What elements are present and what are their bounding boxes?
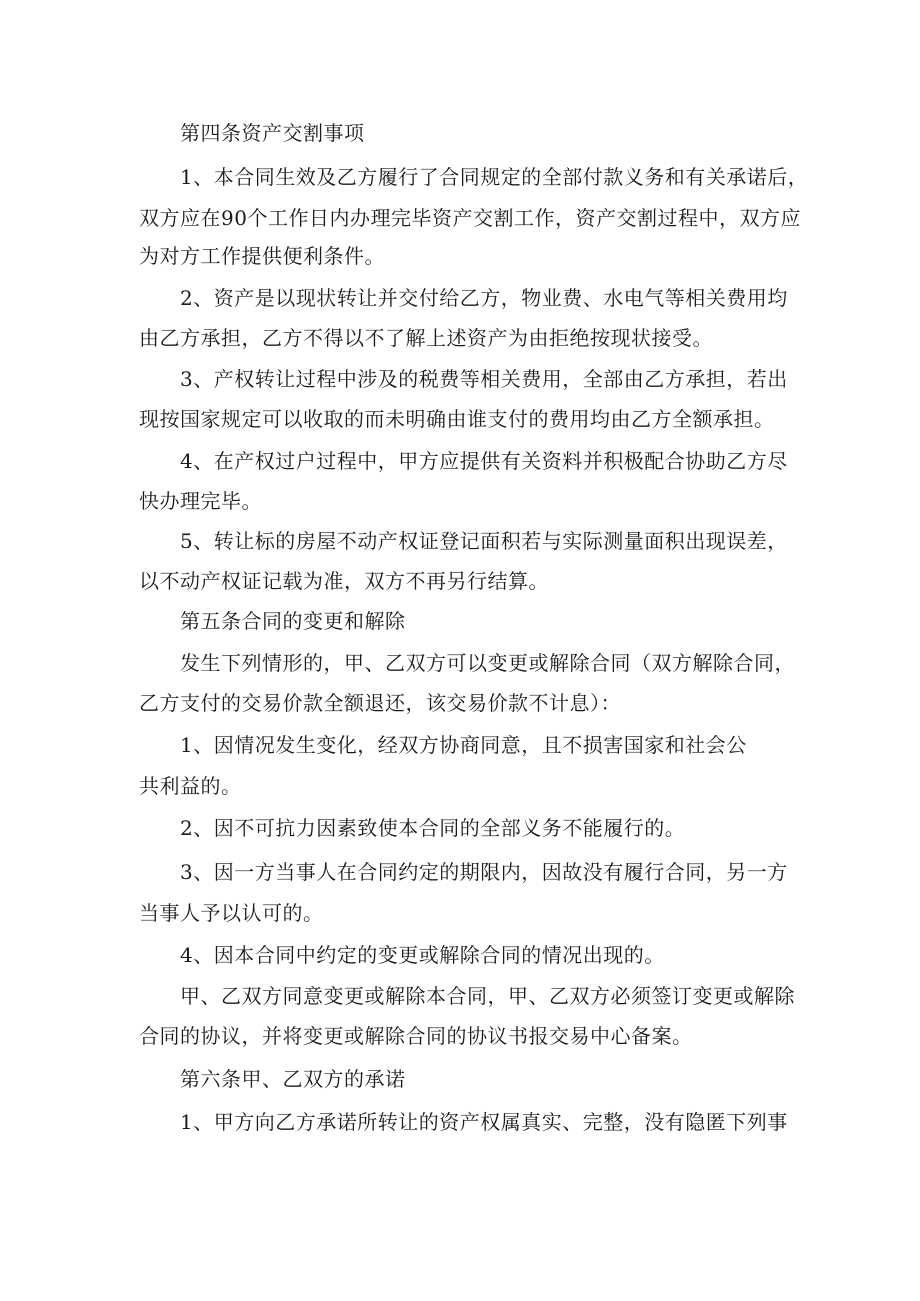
- paragraph-line: 1、甲方向乙方承诺所转让的资产权属真实、完整，没有隐匿下列事: [180, 1110, 788, 1134]
- paragraph-line: 1、本合同生效及乙方履行了合同规定的全部付款义务和有关承诺后，: [180, 165, 809, 189]
- paragraph-line: 快办理完毕。: [139, 489, 262, 513]
- paragraph-line: 由乙方承担，乙方不得以不了解上述资产为由拒绝按现状接受。: [139, 326, 713, 350]
- paragraph-line: 3、因一方当事人在合同约定的期限内，因故没有履行合同，另一方: [180, 860, 788, 884]
- paragraph-line: 乙方支付的交易价款全额退还，该交易价款不计息）：: [139, 691, 621, 715]
- paragraph-line: 4、在产权过户过程中，甲方应提供有关资料并积极配合协助乙方尽: [180, 449, 788, 473]
- paragraph-line: 2、资产是以现状转让并交付给乙方，物业费、水电气等相关费用均: [180, 286, 788, 310]
- paragraph-line: 合同的协议，并将变更或解除合同的协议书报交易中心备案。: [139, 1024, 693, 1048]
- paragraph-line: 5、转让标的房屋不动产权证登记面积若与实际测量面积出现误差，: [180, 529, 788, 553]
- section-heading-5: 第五条合同的变更和解除: [180, 609, 406, 633]
- paragraph-line: 2、因不可抗力因素致使本合同的全部义务不能履行的。: [180, 816, 686, 840]
- paragraph-line: 1、因情况发生变化，经双方协商同意，且不损害国家和社会公: [180, 733, 747, 757]
- section-heading-6: 第六条甲、乙双方的承诺: [180, 1067, 406, 1091]
- paragraph-line: 为对方工作提供便利条件。: [139, 244, 385, 268]
- paragraph-line: 4、因本合同中约定的变更或解除合同的情况出现的。: [180, 943, 665, 967]
- paragraph-line: 双方应在90个工作日内办理完毕资产交割工作，资产交割过程中，双方应: [139, 206, 801, 230]
- paragraph-line: 共利益的。: [139, 774, 242, 798]
- section-heading-4: 第四条资产交割事项: [180, 121, 365, 145]
- paragraph-line: 发生下列情形的，甲、乙双方可以变更或解除合同（双方解除合同，: [180, 651, 795, 675]
- paragraph-line: 甲、乙双方同意变更或解除本合同，甲、乙双方必须签订变更或解除: [180, 984, 795, 1008]
- paragraph-line: 现按国家规定可以收取的而未明确由谁支付的费用均由乙方全额承担。: [139, 407, 775, 431]
- paragraph-line: 当事人予以认可的。: [139, 901, 324, 925]
- paragraph-line: 以不动产权证记载为准，双方不再另行结算。: [139, 569, 549, 593]
- paragraph-line: 3、产权转让过程中涉及的税费等相关费用，全部由乙方承担，若出: [180, 367, 788, 391]
